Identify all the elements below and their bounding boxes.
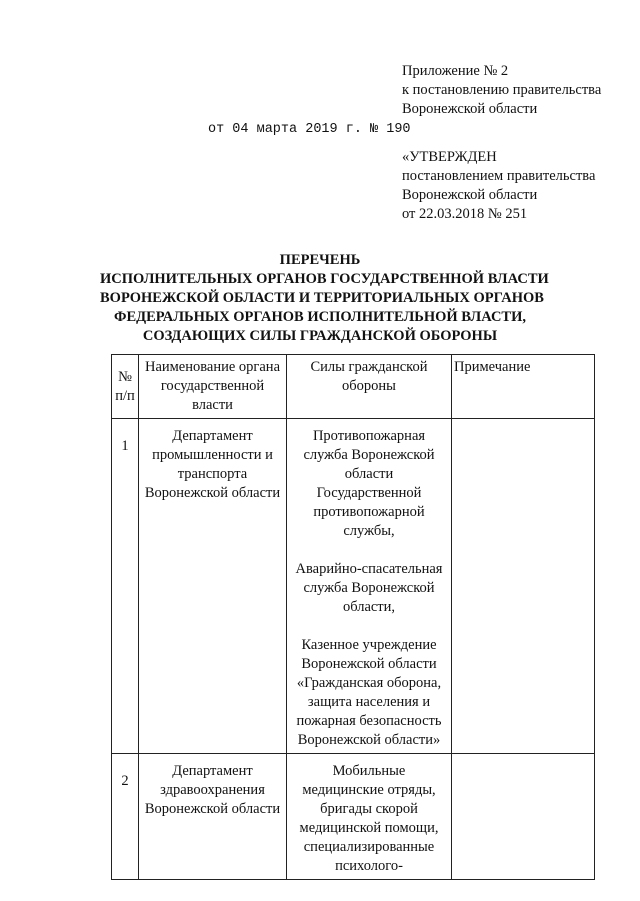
force-line: Казенное учреждение (301, 637, 437, 653)
force-line: медицинские отряды, (302, 782, 436, 798)
approval-line: «УТВЕРЖДЕН (402, 149, 497, 165)
force-line: противопожарной (313, 504, 425, 520)
force-line: области, (342, 599, 396, 615)
force-line: бригады скорой (320, 801, 418, 817)
document-title (100, 251, 549, 346)
organ-line: транспорта (177, 466, 248, 482)
table-row (112, 419, 595, 754)
force-line: защита населения и (307, 694, 431, 710)
force-line: специализированные (303, 839, 435, 855)
header-forces (287, 355, 452, 419)
organ-line: Воронежской области (144, 485, 281, 501)
title-line: ВОРОНЕЖСКОЙ ОБЛАСТИ И ТЕРРИТОРИАЛЬНЫХ ОРГАНОВ (100, 290, 544, 306)
header-forces-line: обороны (342, 378, 396, 394)
force-line: Воронежской области (301, 656, 437, 672)
header-organ-line: власти (192, 397, 233, 413)
title-line: СОЗДАЮЩИХ СИЛЫ ГРАЖДАНСКОЙ ОБОРОНЫ (142, 328, 498, 344)
organ-line: промышленности и (152, 447, 273, 463)
organ-line: здравоохранения (160, 782, 265, 798)
organ-line: Департамент (172, 428, 253, 444)
approval-line: Воронежской области (402, 187, 538, 203)
row-forces (287, 419, 452, 754)
approval-line: от 22.03.2018 № 251 (402, 206, 528, 222)
appendix-line: к постановлению правительства (402, 82, 602, 98)
header-organ-line: Наименование органа (144, 359, 281, 375)
header-organ-line: государственной (160, 378, 265, 394)
appendix-line: Воронежской области (402, 101, 538, 117)
table-header-row (112, 355, 595, 419)
row-note (452, 754, 595, 880)
row-organ (139, 754, 287, 880)
force-line: Мобильные (332, 763, 406, 779)
row-organ (139, 419, 287, 754)
force-line: Противопожарная (312, 428, 426, 444)
row-note (452, 419, 595, 754)
header-num-line: № (118, 368, 132, 385)
title-line: ФЕДЕРАЛЬНЫХ ОРГАНОВ ИСПОЛНИТЕЛЬНОЙ ВЛАСТИ, (113, 309, 527, 325)
appendix-header (402, 62, 601, 119)
force-line: служба Воронежской (303, 447, 435, 463)
force-line: Воронежской области» (297, 732, 441, 748)
title-line: ПЕРЕЧЕНЬ (279, 252, 361, 268)
header-organ (139, 355, 287, 419)
force-line: психолого- (335, 858, 403, 874)
header-num-line: п/п (115, 387, 135, 404)
appendix-line: Приложение № 2 (402, 63, 509, 79)
approval-line: постановлением правительства (402, 168, 596, 184)
force-line: пожарная безопасность (296, 713, 442, 729)
force-entry (289, 762, 449, 876)
row-forces (287, 754, 452, 880)
organs-table (111, 354, 595, 880)
header-forces-line: Силы гражданской (310, 359, 428, 375)
organ-line: Департамент (172, 763, 253, 779)
header-num (112, 355, 139, 419)
header-note-label: Примечание (454, 359, 531, 375)
resolution-date-stamp: от 04 марта 2019 г. № 190 (208, 122, 411, 137)
title-line: ИСПОЛНИТЕЛЬНЫХ ОРГАНОВ ГОСУДАРСТВЕННОЙ ВЛАСТИ (100, 271, 549, 287)
force-line: Государственной (316, 485, 422, 501)
force-line: «Гражданская оборона, (296, 675, 442, 691)
force-line: медицинской помощи, (299, 820, 439, 836)
force-line: Аварийно-спасательная (295, 561, 443, 577)
table-row (112, 754, 595, 880)
force-entry (289, 636, 449, 750)
approval-block (402, 148, 595, 224)
organ-line: Воронежской области (144, 801, 281, 817)
header-note (452, 355, 595, 419)
force-line: области (344, 466, 394, 482)
force-entry (289, 560, 449, 617)
force-entry (289, 427, 449, 541)
force-line: службы, (343, 523, 395, 539)
force-line: служба Воронежской (303, 580, 435, 596)
row-num: 1 (112, 419, 139, 754)
row-num: 2 (112, 754, 139, 880)
